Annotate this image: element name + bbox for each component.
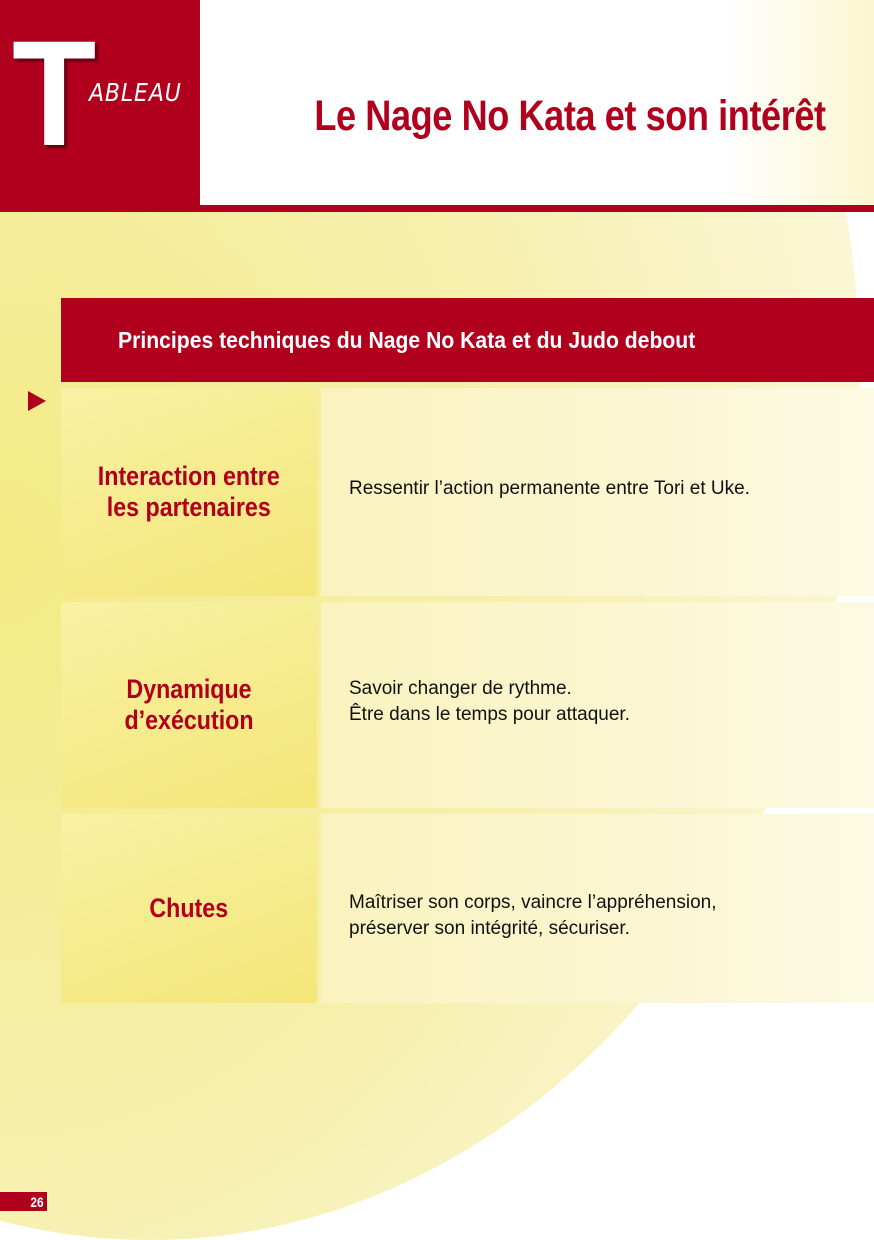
table-row [61,602,874,808]
tableau-initial-letter: T [12,9,97,177]
principle-label: Interaction entre les partenaires [98,461,280,522]
principle-cell [61,388,317,596]
header-divider [0,205,874,212]
description-cell [321,388,874,596]
header-red-block [0,0,200,212]
principle-label: Dynamique d’exécution [124,674,254,735]
principle-description: Maîtriser son corps, vaincre l’appréhension, préserver son intégrité, sécuriser. [349,892,717,939]
principle-label: Chutes [149,893,229,923]
table-row [61,814,874,1003]
tableau-label: ABLEAU [89,78,182,107]
principle-cell [61,814,317,1003]
description-cell [321,814,874,1003]
principle-description: Savoir changer de rythme. Être dans le temps pour attaquer. [349,678,630,725]
page-title: Le Nage No Kata et son intérêt [314,92,826,140]
description-cell [321,602,874,808]
principle-description: Ressentir l’action permanente entre Tori et Uke. [349,478,750,499]
principle-cell [61,602,317,808]
table-row [61,388,874,596]
triangle-right-icon [28,391,46,411]
page-number-badge [0,1192,47,1211]
page-number: 26 [30,1193,44,1210]
principles-table [61,298,874,1003]
page-header [0,0,874,212]
table-heading: Principes techniques du Nage No Kata et du Judo debout [118,326,696,353]
table-header [61,298,874,382]
